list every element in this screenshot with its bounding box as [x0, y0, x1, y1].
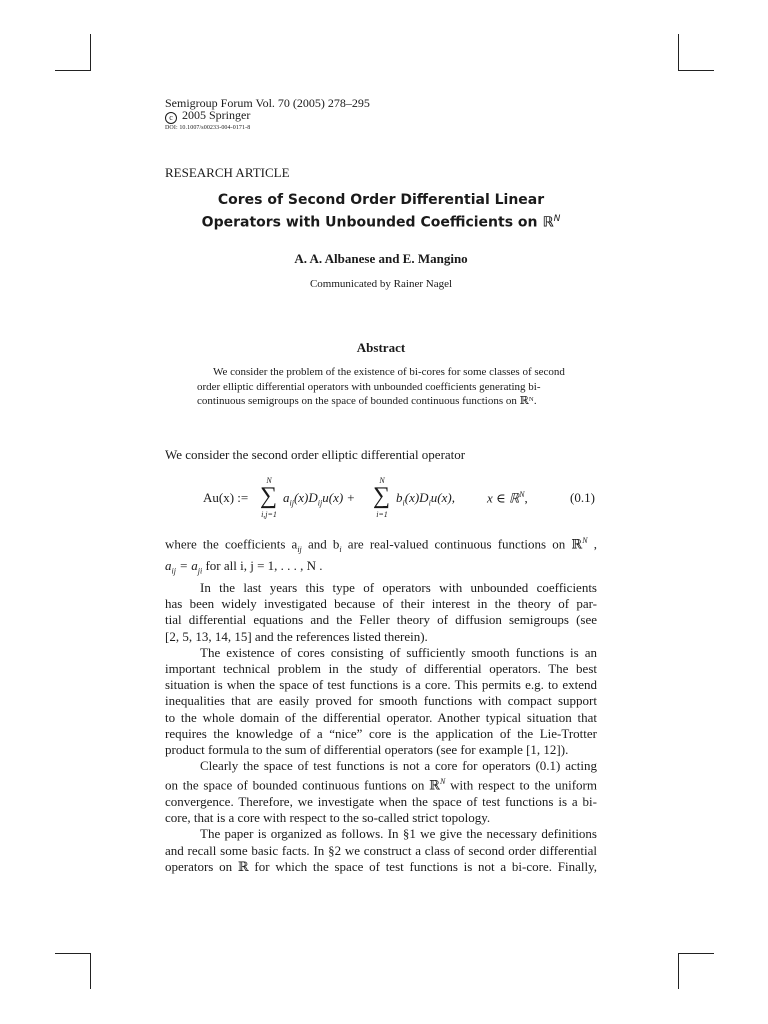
- body-line: inequalities that are easily proved for smooth functions with compact support: [165, 693, 597, 709]
- sum-lower: i,j=1: [261, 510, 277, 519]
- abstract-heading: Abstract: [356, 340, 406, 355]
- equation-term1: $a_{ij}(x)D_{ij}u(x)$ +: [283, 490, 356, 508]
- crop-mark: [55, 70, 91, 71]
- intro-sentence: We consider the second order elliptic differential operator: [165, 447, 466, 462]
- crop-mark: [678, 953, 714, 954]
- body-line: Clearly the space of test functions is not a core for operators (0.1) acting: [200, 758, 597, 774]
- crop-mark: [90, 953, 91, 989]
- crop-mark: [678, 953, 679, 989]
- sum-lower: i=1: [376, 510, 388, 519]
- body-line: tial differential equations and the Feller theory of diffusion semigroups (see: [165, 612, 597, 628]
- crop-mark: [90, 34, 91, 70]
- body-line: core, that is a core with respect to the so-called strict topology.: [165, 810, 491, 826]
- sum-symbol: ∑: [260, 483, 278, 509]
- sum-symbol: ∑: [373, 483, 391, 509]
- crop-mark: [678, 70, 714, 71]
- abstract-text: [197, 365, 567, 409]
- equation-lhs: Au(x) :=: [203, 490, 249, 505]
- body-line: The paper is organized as follows. In §1 we give the necessary definitions: [200, 826, 597, 842]
- article-type: RESEARCH ARTICLE: [165, 165, 290, 180]
- body-line: requires the knowledge of a “nice” core is the application of the Lie-Trotter: [165, 725, 597, 741]
- body-line: operators on ℝ for which the space of test functions is not a bi-core. Finally,: [165, 858, 597, 874]
- equation-domain: x ∈ ℝ$^N$,: [487, 490, 528, 506]
- authors: A. A. Albanese and E. Mangino: [294, 251, 468, 266]
- body-text: [165, 533, 597, 875]
- doi: DOI: 10.1007/s00233-004-0171-8: [165, 125, 251, 131]
- journal-header: [165, 97, 370, 132]
- body-line: [2, 5, 13, 14, 15] and the references listed therein).: [165, 628, 428, 644]
- body-line: to the whole domain of the differential operator. Another typical situation that: [165, 709, 597, 725]
- body-line: $a_{ij} = a_{ji}$ for all i, j = 1, . . . , N .: [165, 558, 323, 576]
- paper-title: Cores of Second Order Differential Linear Operators with Unbounded Coefficients on ℝ$^N$: [201, 192, 561, 231]
- sum-upper: N: [266, 476, 272, 485]
- communicated-by: Communicated by Rainer Nagel: [309, 278, 453, 290]
- body-line: convergence. Therefore, we investigate when the space of test functions is a bi-: [165, 793, 597, 809]
- body-line: and recall some basic facts. In §2 we construct a class of second order differential: [165, 842, 597, 858]
- abstract-line: We consider the problem of the existence of bi-cores for some classes of second: [213, 366, 565, 378]
- crop-mark: [55, 953, 91, 954]
- body-line: In the last years this type of operators with unbounded coefficients: [200, 579, 597, 595]
- body-line: product formula to the sum of differential operators (see for example [1, 12]).: [165, 741, 569, 757]
- body-line: on the space of bounded continuous funtions on ℝ$^N$ with respect to the uniform: [165, 777, 597, 793]
- sum-upper: N: [379, 476, 385, 485]
- journal-citation: Semigroup Forum Vol. 70 (2005) 278–295: [165, 96, 370, 110]
- copyright-line: c 2005 Springer: [165, 109, 370, 124]
- body-line: The existence of cores consisting of sufficiently smooth functions is an: [200, 644, 597, 660]
- copyright-icon: c: [165, 112, 177, 124]
- equation-0-1: [165, 474, 597, 524]
- body-line: where the coefficients $a_{ij}$ and $b_i$ are real-valued continuous functions on ℝ$^N$ ,: [165, 536, 597, 554]
- equation-number: (0.1): [570, 490, 595, 505]
- body-line: important technical problem in the study of differential operators. The best: [165, 660, 597, 676]
- body-line: situation is when the space of test functions is a core. This permits e.g. to extend: [165, 677, 597, 693]
- equation-term2: $b_i(x)D_iu(x)$,: [396, 490, 455, 508]
- body-line: has been widely investigated because of their interest in the theory of par-: [165, 596, 597, 612]
- abstract-line: order elliptic differential operators with unbounded coefficients generating bi-: [197, 380, 541, 393]
- abstract-line: continuous semigroups on the space of bounded continuous functions on ℝᴺ.: [197, 395, 537, 407]
- crop-mark: [678, 34, 679, 70]
